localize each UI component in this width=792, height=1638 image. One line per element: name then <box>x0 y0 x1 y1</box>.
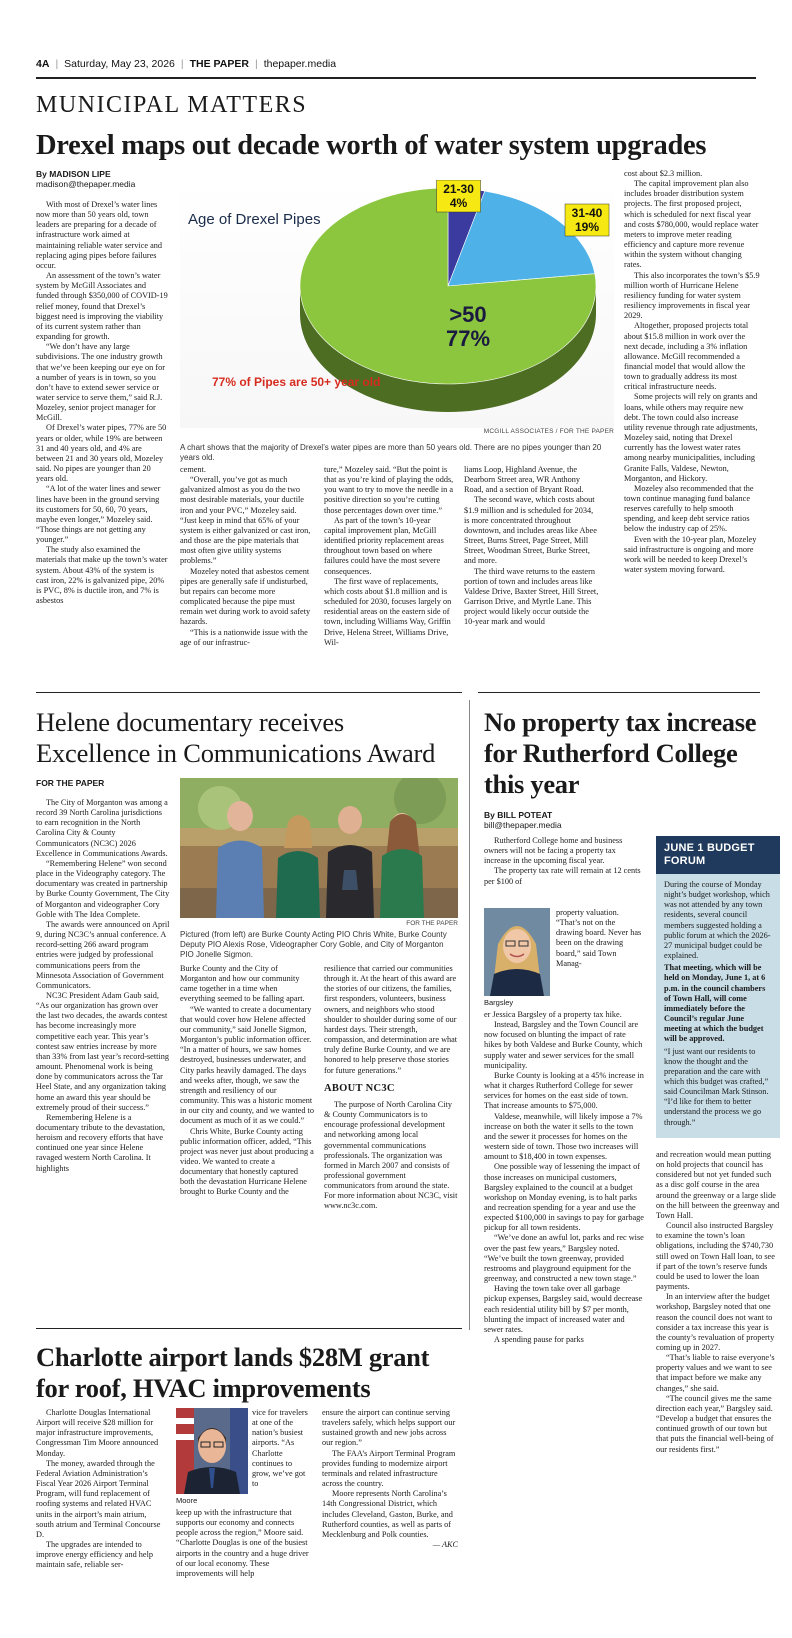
chart-caption: A chart shows that the majority of Drexel’s water pipes are more than 50 years old. There are no pipes younger than 20 years old. <box>180 443 602 462</box>
paragraph: Rutherford College home and business owners will not be facing a property tax increase in the upcoming fiscal year. <box>484 836 623 866</box>
pie-label-value: 19% <box>575 220 600 234</box>
paragraph: The awards were announced on April 9, during NC3C’s annual conference. A record-setting 266 award program entries were judged by professional communications peers from the Minnesota Association of Government Communicators. <box>36 919 170 990</box>
tax-column-1 <box>484 1010 644 1345</box>
helene-column-2 <box>180 964 314 1198</box>
paragraph: cement. <box>180 465 206 474</box>
paragraph: The FAA’s Airport Terminal Program provides funding to modernize airport terminals and related infrastructure across the country. <box>322 1448 456 1489</box>
paragraph: The City of Morganton was among a record 39 North Carolina jurisdictions to earn recognition in the North Carolina City & County Communicators (NC3C) 2026 Excellence in Communications Awards. <box>36 798 168 858</box>
tax-intro <box>484 836 644 887</box>
bargsley-photo-label: Bargsley <box>484 998 514 1007</box>
paragraph: NC3C President Adam Gaub said, “As our organization has grown over the last two decades, the awards contest has become increasingly more competitive each year. This year’s contest saw entries increase by more than 33% from last year’s record-setting amount. Phenomenal work is being done by communicators across the Tar Heel State, and any organization taking home an award this year should be extremely proud of their success.” <box>36 990 169 1112</box>
budget-forum-sidebar <box>656 836 780 1138</box>
photo-caption: Pictured (from left) are Burke County Acting PIO Chris White, Burke County Deputy PIO Alexis Rose, Videographer Cory Goble, and City of Morganton PIO Jonelle Sigmon. <box>180 930 447 959</box>
paragraph: “Overall, you’ve got as much galvanized almost as you do the two most desirable materials, your ductile iron and your PVC,” Mozeley said. “Just keep in mind that 65% of your system is either galvanized or cast iron, and those are the pipe materials that most often give utility systems problems.” <box>180 475 311 566</box>
helene-column-1 <box>36 798 170 1174</box>
airport-headline: Charlotte airport lands $28M grant for roof, HVAC improvements <box>36 1342 430 1403</box>
paragraph: “A lot of the water lines and sewer lines have been in the ground serving its customers for 50, 60, 70 years, maybe even longer,” Mozeley said. “Those things are not getting any younger.” <box>36 484 161 545</box>
paragraph: Mozeley also recommended that the town continue managing fund balance reserves carefully to help smooth spending, and keep debt service ratios below the industry cap of 25%. <box>624 483 754 534</box>
paragraph: “That’s liable to raise everyone’s property values and we want to see that impact before we make any changes,” she said. <box>656 1353 775 1393</box>
paragraph: The upgrades are intended to improve energy efficiency and help maintain safe, reliable ser- <box>36 1540 153 1570</box>
lead-column-3 <box>324 465 454 648</box>
pipe-age-chart <box>180 180 614 428</box>
sidebar-title: JUNE 1 BUDGET FORUM <box>656 836 780 874</box>
airport-signoff: — AKC <box>432 1540 458 1550</box>
paragraph: Valdese, meanwhile, will likely impose a 7% increase on both the water it sells to the town and the sewer it processes for homes on the western side of town. Those two increases will amount to $18,400 in town expenses. <box>484 1111 643 1162</box>
pie-label-category: >50 <box>449 302 487 327</box>
pie-label-value: 4% <box>449 196 468 210</box>
paragraph: Remembering Helene is a documentary tribute to the devastation, heroism and recovery efforts that have continued one year since Helene ravaged western North Carolina. It highlights <box>36 1112 165 1173</box>
chart-annotation: 77% of Pipes are 50+ year old <box>212 375 381 389</box>
paragraph: The property tax rate will remain at 12 cents per $100 of <box>484 866 641 886</box>
paragraph: Altogether, proposed projects total about $15.8 million in work over the next decade, including a 3% inflation allowance. McGill recommended a financial model that would allow the town to gradually address its most critical infrastructure needs. <box>624 321 749 392</box>
paragraph: resilience that carried our communities through it. At the heart of this award are the stories of our citizens, the families, first responders, volunteers, business owners, and neighbors who stood shoulder to shoulder during some of our hardest days. Their strength, compassion, and determination are what truly define Burke County, and we are honored to help preserve those stories for future generations.” <box>324 964 458 1075</box>
paragraph: Moore represents North Carolina’s 14th Congressional District, which includes Cleveland, Gaston, Burke, and Rutherford counties, as well as parts of Mecklenburg and Polk counties. <box>322 1489 453 1539</box>
section-title: MUNICIPAL MATTERS <box>36 92 308 118</box>
issue-date: Saturday, May 23, 2026 <box>64 58 175 70</box>
lead-column-5 <box>624 169 760 575</box>
chart-title: Age of Drexel Pipes <box>188 211 321 228</box>
lead-email[interactable]: madison@thepaper.media <box>36 179 136 189</box>
lead-column-4 <box>464 465 600 628</box>
paragraph: ture,” Mozeley said. “But the point is that as you’re kind of playing the odds, you want to try to move the needle in a positive direction so you’re cutting those percentages down over time.” <box>324 465 454 515</box>
helene-column-3 <box>324 964 458 1212</box>
paragraph: ensure the airport can continue serving travelers safely, which helps support our sustained growth and new jobs across our region.” <box>322 1408 456 1448</box>
tax-byline: By BILL POTEAT <box>484 810 553 820</box>
section-rule <box>36 692 462 693</box>
paragraph: “Remembering Helene” won second place in the Videography category. The documentary was created in partnership by Burke County Government, The City of Morganton and videographer Cory Goble with The Idea Complete. <box>36 858 170 919</box>
paragraph: liams Loop, Highland Avenue, the Dearborn Street area, WR Anthony Road, and a section of Bryant Road. <box>464 465 584 495</box>
paragraph: Chris White, Burke County acting public information officer, added, “This project was never just about producing a video. We wanted to create a documentary that honestly captured both the devastation Hurricane Helene brought to Burke County and the <box>180 1126 314 1197</box>
pie-label-category: 31-40 <box>571 206 603 220</box>
airport-column-2 <box>176 1508 312 1579</box>
pie-chart-svg <box>180 180 614 428</box>
paragraph: Mozeley noted that asbestos cement pipes are generally safe if undisturbed, but repairs can become more complicated because the pipe must remain wet during work to avoid safety hazards. <box>180 566 311 627</box>
paragraph: Burke County is looking at a 45% increase in what it charges Rutherford College for sewer services for homes on the east side of town. That increase amounts to $75,000. <box>484 1070 644 1111</box>
paragraph: Having the town take over all garbage pickup expenses, Bargsley said, would decrease each residential utility bill by $7 per month, blunting the impact of increased water and sewer rates. <box>484 1284 643 1334</box>
paragraph: One possible way of lessening the impact of those increases on municipal customers, Bargsley explained to the council at a budget workshop on Monday evening, is to halt parks and recreation spending for a year and use the expected $100,000 in savings to pay for garbage pickup for all town residents. <box>484 1162 644 1233</box>
paragraph: and recreation would mean putting on hold projects that council has considered but not yet funded such as a disc golf course in the area around the greenway or a large slide on the hill between the greenway and Town Hall. <box>656 1150 780 1220</box>
paragraph: This also incorporates the town’s $5.9 million worth of Hurricane Helene resiliency funding for water system resiliency improvements in fiscal year 2029. <box>624 270 760 321</box>
airport-column-3 <box>322 1408 458 1550</box>
bargsley-photo <box>484 908 550 996</box>
pie-label-value: 77% <box>445 326 491 351</box>
tax-byline-block <box>484 810 644 830</box>
chart-credit: MCGILL ASSOCIATES / FOR THE PAPER <box>483 428 614 435</box>
bargsley-portrait <box>484 908 550 996</box>
paragraph: property valuation. “That’s not on the drawing board. Never has been on the drawing board,” said Town Manag- <box>556 908 642 968</box>
tax-headline: No property tax increase for Rutherford College this year <box>484 707 757 799</box>
airport-beside-photo <box>252 1408 312 1489</box>
tax-column-2 <box>656 1150 780 1455</box>
paragraph: A spending pause for parks <box>494 1335 584 1344</box>
tax-beside-photo <box>556 908 644 969</box>
paragraph: The study also examined the materials that make up the town’s water system. About 43% of the system is cast iron, 22% is galvanized pipe, 20% is PVC, 8% is ductile iron, and 7% is asbestos <box>36 545 168 606</box>
lead-byline: By MADISON LIPE <box>36 169 111 179</box>
sidebar-paragraph: “I just want our residents to know the thought and the preparation and the care with which this budget was crafted,” said Councilman Mark Stinson. “I’d like for them to better understand the process we go through.” <box>664 1046 769 1127</box>
paragraph: Council also instructed Bargsley to examine the town’s loan obligations, including the $740,730 still owed on Town Hall loan, to see if part of the town’s reserve funds could be used to lower the loan payments. <box>656 1221 775 1292</box>
paragraph: “We don’t have any large subdivisions. The one industry growth that we’ve been keeping our eye on for a number of years is in town, so you don’t have to extend sewer service or water service to serve them,” said R.J. Mozeley, senior project manager for McGill. <box>36 342 165 423</box>
section-rule <box>36 1328 462 1329</box>
about-nc3c-heading: ABOUT NC3C <box>324 1082 395 1094</box>
paper-website[interactable]: thepaper.media <box>263 58 337 70</box>
helene-headline: Helene documentary receives Excellence in Communications Award <box>36 707 436 768</box>
tax-email[interactable]: bill@thepaper.media <box>484 820 562 830</box>
page-folio: 4A | Saturday, May 23, 2026 | THE PAPER | thepaper.media <box>36 58 337 70</box>
paragraph: Charlotte Douglas International Airport will receive $28 million for major infrastructure improvements, Congressman Tim Moore announced Monday. <box>36 1408 159 1458</box>
pie-label-category: 21-30 <box>443 182 474 196</box>
paragraph: The second wave, which costs about $1.9 million and is scheduled for 2034, is more concentrated throughout downtown, and includes areas like Abee Street, Burns Street, Page Street, Mill Street, Woodman Street, Burke Street, and more. <box>464 495 597 566</box>
paragraph: Instead, Bargsley and the Town Council are now focused on blunting the impact of rate hikes by both Valdese and Burke County, which supply water and sewer services for the small municipality. <box>484 1020 643 1070</box>
header-rule <box>36 77 756 79</box>
paragraph: cost about $2.3 million. <box>624 169 703 178</box>
lead-headline: Drexel maps out decade worth of water system upgrades <box>36 130 707 161</box>
paragraph: Even with the 10-year plan, Mozeley said infrastructure is ongoing and more work will be needed to keep Drexel’s water system moving forward. <box>624 534 757 575</box>
paragraph: In an interview after the budget workshop, Bargsley noted that one reason the council does not want to consider a tax increase this year is the county’s revaluation of property coming up in 2027. <box>656 1292 775 1352</box>
paragraph: The purpose of North Carolina City & County Communicators is to encourage professional development and networking among local governmental communications professionals. The organization was formed in March 2007 and consists of professional government communicators from around the state. For more information about NC3C, visit www.nc3c.com. <box>324 1099 458 1211</box>
lead-column-1 <box>36 200 168 606</box>
award-photo <box>180 778 458 918</box>
sidebar-paragraph-bold: That meeting, which will be held on Monday, June 1, at 6 p.m. in the council chambers of Town Hall, will come immediately before the Council’s regular June meeting at which the budget will be approved. <box>664 963 766 1044</box>
paragraph: “We wanted to create a documentary that would cover how Helene affected our community,” said Jonelle Sigmon, Morganton’s public information officer. “In a matter of hours, we saw homes destroyed, businesses underwater, and City parks heavily damaged. The days and weeks after, though, we saw the strength and resiliency of our community. This was a historic moment in our city and county, and we wanted to document as much of it as we could.” <box>180 1004 314 1126</box>
paragraph: The money, awarded through the Federal Aviation Administration’s Fiscal Year 2026 Airport Terminal Program, will fund replacement of roofing systems and related HVAC units in the airport’s main atrium, south atrium and Terminal Concourse D. <box>36 1458 161 1539</box>
paragraph: With most of Drexel’s water lines now more than 50 years old, town leaders are preparing for a decade of infrastructure work aimed at maintaining reliable water service and replacing aging pipes before failures occur. <box>36 200 162 270</box>
paragraph: The third wave returns to the eastern portion of town and includes areas like Valdese Drive, Baxter Street, Hill Street, Garrison Drive, and Myrtle Lane. This project would likely occur outside the 10-year mark and would <box>464 566 599 627</box>
lead-byline-block <box>36 169 168 189</box>
section-rule <box>478 692 760 693</box>
lead-column-2 <box>180 465 314 648</box>
paragraph: er Jessica Bargsley of a property tax hike. <box>484 1010 622 1019</box>
moore-photo <box>176 1408 248 1494</box>
moore-portrait <box>176 1408 248 1494</box>
paragraph: As part of the town’s 10-year capital improvement plan, McGill identified priority replacement areas throughout town based on where failures could have the most severe consequences. <box>324 515 444 576</box>
page-number: 4A <box>36 58 50 70</box>
column-rule <box>469 700 470 1330</box>
paper-name: THE PAPER <box>189 58 249 70</box>
paragraph: Of Drexel’s water pipes, 77% are 50 years or older, while 19% are between 31 and 40 years old, and 4% are between 21 and 30 years old, Mozeley said. No pipes are younger than 20 years old. <box>36 423 167 484</box>
paragraph: The capital improvement plan also includes broader distribution system projects. The first proposed project, which is scheduled for next fiscal year and costs $780,000, would replace water meters to improve meter reading efficiency and capture more revenue within the system without changing rates. <box>624 179 759 270</box>
paragraph: “This is a nationwide issue with the age of our infrastruc- <box>180 627 308 647</box>
helene-byline: FOR THE PAPER <box>36 778 105 788</box>
paragraph: An assessment of the town’s water system by McGill Associates and funded through $350,000 of COVID-19 relief money, found that Drexel’s biggest need is improving the viability of its current system rather than expanding for growth. <box>36 271 168 342</box>
moore-photo-label: Moore <box>176 1496 198 1505</box>
sidebar-paragraph: During the course of Monday night’s budget workshop, which was not attended by any town residents, several council members suggested holding a public forum at which the 2026-27 municipal budget could be explained. <box>664 880 771 961</box>
paragraph: “The council gives me the same direction each year,” Bargsley said. “Develop a budget that ensures the continued growth of our town but that puts the financial well-being of our residents first.” <box>656 1393 774 1454</box>
sidebar-body <box>656 874 780 1136</box>
award-photo-image <box>180 778 458 918</box>
photo-credit: FOR THE PAPER <box>406 920 458 927</box>
paragraph: vice for travelers at one of the nation’s busiest airports. “As Charlotte continues to grow, we’ve got to <box>252 1408 308 1489</box>
paragraph: “We’ve done an awful lot, parks and rec wise over the past few years,” Bargsley noted. “We’ve built the town greenway, provided restrooms and playground equipment for the greenway, and constructed a new town stage.” <box>484 1233 644 1284</box>
airport-column-1 <box>36 1408 166 1571</box>
paragraph: Some projects will rely on grants and loans, while others may require new debt. The town could also increase utility revenue through rate adjustments, Mozeley said, noting that Drexel currently has the lowest water rates among nearby municipalities, including Granite Falls, Valdese, Newton, Morganton, and Hickory. <box>624 392 758 483</box>
paragraph: The first wave of replacements, which costs about $1.8 million and is scheduled for 2030, focuses largely on residential areas on the eastern side of town, including Williams Way, Griffin Drive, Helena Street, Williams Drive, Wil- <box>324 576 452 647</box>
paragraph: keep up with the infrastructure that supports our economy and connects people across the region,” Moore said. “Charlotte Douglas is one of the busiest airports in the country and a huge driver of our local economy. These improvements will help <box>176 1508 309 1578</box>
paragraph: Burke County and the City of Morganton and how our community came together in a time when everything seemed to be falling apart. <box>180 964 305 1004</box>
